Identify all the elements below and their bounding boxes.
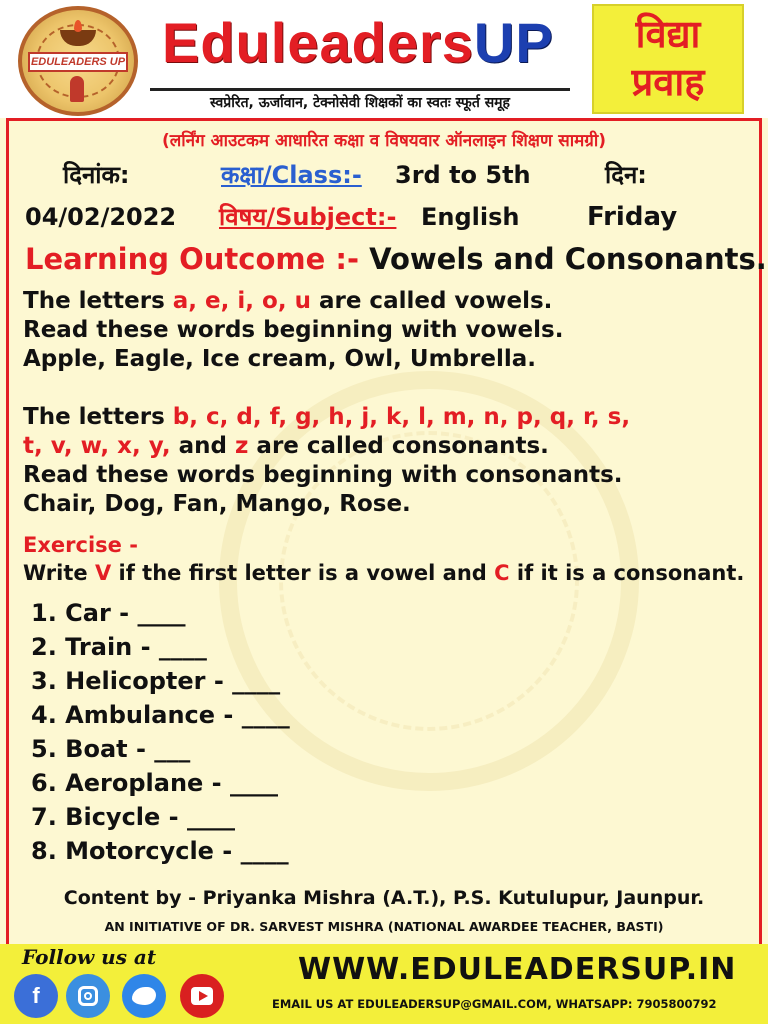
play-icon <box>199 991 208 1001</box>
consonants-line-1 <box>23 403 630 432</box>
consonants-letters-2: t, v, w, x, y, <box>23 433 171 459</box>
subtitle: (लर्निंग आउटकम आधारित कक्षा व विषयवार ऑनलाइन शिक्षण सामग्री) <box>161 131 607 151</box>
contact-info: EMAIL US AT EDULEADERSUP@GMAIL.COM, WHATSAPP: 7905800792 <box>272 997 717 1011</box>
brand-main: Eduleaders <box>162 11 474 74</box>
consonants-letters-1: b, c, d, f, g, h, j, k, l, m, n, p, q, r, s, <box>172 404 631 430</box>
twitter-bird <box>132 987 156 1005</box>
list-item: 7. Bicycle - ____ <box>31 803 235 831</box>
vowels-line-3: Apple, Eagle, Ice cream, Owl, Umbrella. <box>23 346 536 372</box>
instagram-icon[interactable] <box>66 974 110 1018</box>
inst-v: V <box>94 561 112 585</box>
consonants-post: are called consonants. <box>248 433 549 459</box>
vowels-pre: The letters <box>23 288 173 314</box>
consonants-line-3: Read these words beginning with consonants. <box>23 462 623 488</box>
header <box>0 0 768 118</box>
subject-label: विषय/Subject:- <box>219 203 397 231</box>
vowels-line-1 <box>23 287 552 316</box>
vidya-line-2: प्रवाह <box>631 60 705 104</box>
consonants-and: and <box>170 433 236 459</box>
list-item: 8. Motorcycle - ____ <box>31 837 289 865</box>
vidya-pravah-badge <box>592 4 744 114</box>
inst-part-3: if it is a consonant. <box>509 561 745 585</box>
youtube-icon[interactable] <box>180 974 224 1018</box>
class-label: कक्षा/Class:- <box>221 161 362 189</box>
vidya-line-1: विद्या <box>635 12 701 56</box>
list-item: 4. Ambulance - ____ <box>31 701 290 729</box>
list-item: 5. Boat - ___ <box>31 735 191 763</box>
consonants-z: z <box>235 433 249 459</box>
inst-c: C <box>494 561 510 585</box>
content-credit: Content by - Priyanka Mishra (A.T.), P.S. Kutulupur, Jaunpur. <box>63 887 705 909</box>
exercise-instruction <box>23 559 744 587</box>
consonants-line-4: Chair, Dog, Fan, Mango, Rose. <box>23 491 411 517</box>
person-icon <box>70 76 84 102</box>
list-item: 2. Train - ____ <box>31 633 207 661</box>
follow-us-label: Follow us at <box>22 945 157 969</box>
initiative-note: AN INITIATIVE OF DR. SARVEST MISHRA (NATIONAL AWARDEE TEACHER, BASTI) <box>104 919 664 934</box>
website-link[interactable]: WWW.EDULEADERSUP.IN <box>298 952 737 987</box>
facebook-icon[interactable]: f <box>14 974 58 1018</box>
vowels-letters: a, e, i, o, u <box>172 288 311 314</box>
day-value: Friday <box>587 202 678 232</box>
exercise-title: Exercise - <box>23 533 138 557</box>
list-item: 1. Car - ____ <box>31 599 186 627</box>
worksheet-body <box>6 118 767 944</box>
twitter-icon[interactable] <box>122 974 166 1018</box>
footer <box>0 944 768 1024</box>
eduleaders-logo <box>18 6 138 116</box>
learning-outcome-label: Learning Outcome :- <box>25 242 359 276</box>
class-value: 3rd to 5th <box>395 161 531 189</box>
brand-up: UP <box>473 11 554 74</box>
day-label: दिन: <box>605 161 647 189</box>
list-item: 3. Helicopter - ____ <box>31 667 281 695</box>
list-item: 6. Aeroplane - ____ <box>31 769 278 797</box>
consonants-pre: The letters <box>23 404 173 430</box>
tagline: स्वप्रेरित, ऊर्जावान, टेक्नोसेवी शिक्षकों का स्वतः स्फूर्त समूह <box>150 88 570 112</box>
consonants-line-2 <box>23 432 549 461</box>
vowels-line-2: Read these words beginning with vowels. <box>23 317 564 343</box>
learning-outcome-value: Vowels and Consonants. <box>369 242 767 276</box>
brand-title <box>162 6 572 80</box>
instagram-lens <box>84 992 92 1000</box>
inst-part-2: if the first letter is a vowel and <box>111 561 495 585</box>
exercise-list <box>31 596 290 868</box>
flame-icon <box>74 20 82 32</box>
vowels-post: are called vowels. <box>310 288 553 314</box>
logo-text: EDULEADERS UP <box>28 52 128 72</box>
learning-outcome <box>25 239 767 279</box>
date-value: 04/02/2022 <box>25 203 177 231</box>
subject-value: English <box>421 203 520 231</box>
date-label: दिनांक: <box>63 161 130 189</box>
inst-part-1: Write <box>23 561 95 585</box>
